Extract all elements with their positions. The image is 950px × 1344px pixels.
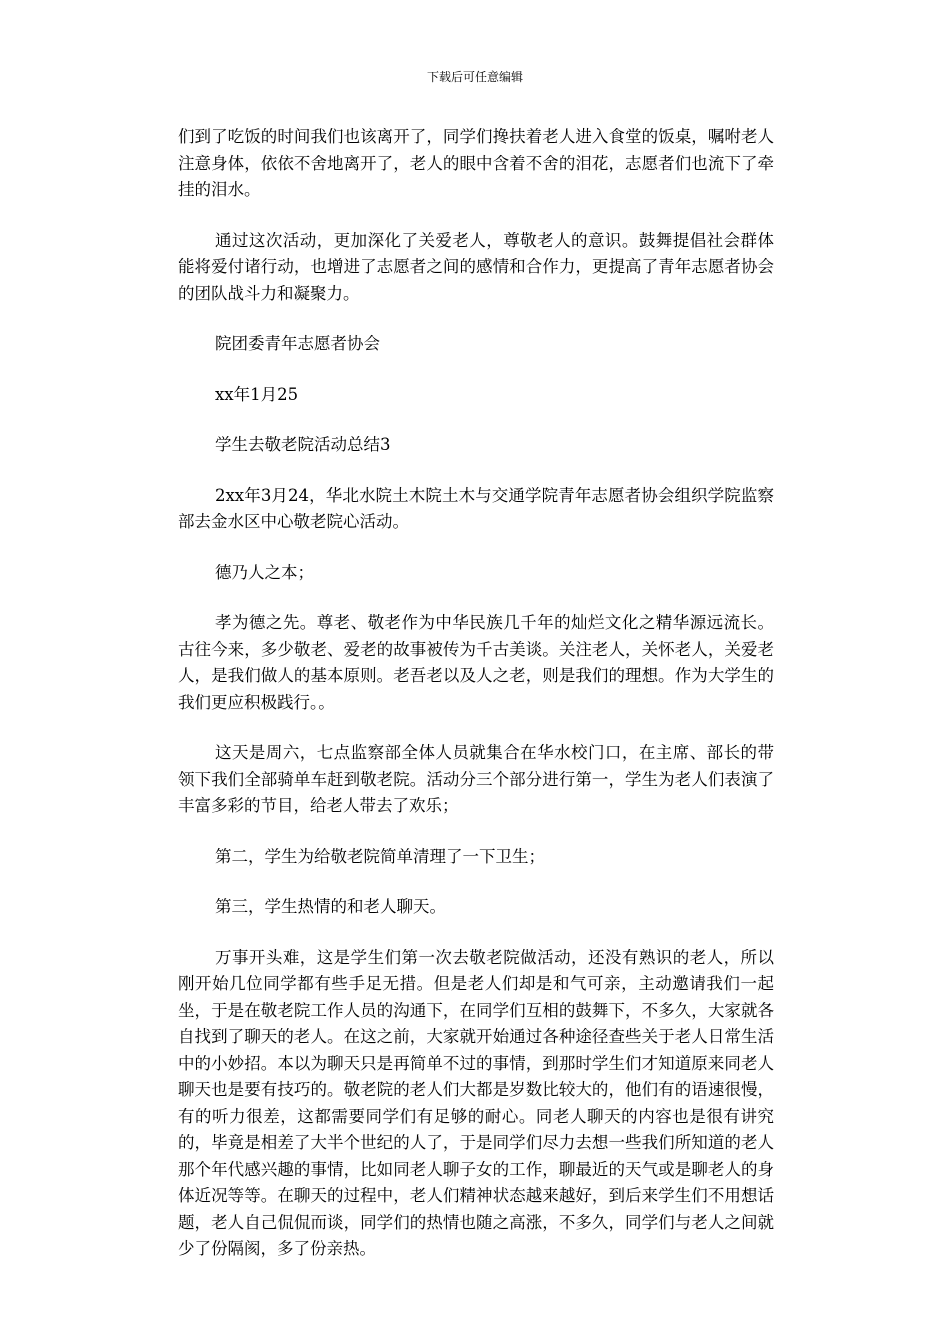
paragraph: 们到了吃饭的时间我们也该离开了，同学们搀扶着老人进入食堂的饭桌，嘱咐老人注意身体，依依不舍地离开了，老人的眼中含着不舍的泪花，志愿者们也流下了牵挂的泪水。 — [178, 127, 774, 199]
signature-date: xx年1月25 — [215, 384, 299, 404]
document-body — [178, 124, 774, 1287]
paragraph: 2xx年3月24，华北水院土木院土木与交通学院青年志愿者协会组织学院监察部去金水区中心敬老院心活动。 — [178, 485, 774, 531]
paragraph: 这天是周六，七点监察部全体人员就集合在华水校门口，在主席、部长的带领下我们全部骑单车赶到敬老院。活动分三个部分进行第一，学生为老人们表演了丰富多彩的节目，给老人带去了欢乐； — [178, 743, 774, 815]
section-title: 学生去敬老院活动总结3 — [215, 435, 391, 454]
signature-organization: 院团委青年志愿者协会 — [215, 334, 380, 353]
paragraph: 万事开头难，这是学生们第一次去敬老院做活动，还没有熟识的老人，所以刚开始几位同学都有些手足无措。但是老人们却是和气可亲，主动邀请我们一起坐，于是在敬老院工作人员的沟通下，在同学们互相的鼓舞下，不多久，大家就各自找到了聊天的老人。在这之前，大家就开始通过各种途径查些关于老人日常生活中的小妙招。本以为聊天只是再简单不过的事情，到那时学生们才知道原来同老人聊天也是要有技巧的。敬老院的老人们大都是岁数比较大的，他们有的语速很慢，有的听力很差，这都需要同学们有足够的耐心。同老人聊天的内容也是很有讲究的，毕竟是相差了大半个世纪的人了，于是同学们尽力去想一些我们所知道的老人那个年代感兴趣的事情，比如同老人聊子女的工作，聊最近的天气或是聊老人的身体近况等等。在聊天的过程中，老人们精神状态越来越好，到后来学生们不用想话题，老人自己侃侃而谈，同学们的热情也随之高涨，不多久，同学们与老人之间就少了份隔阂，多了份亲热。 — [178, 947, 774, 1258]
paragraph: 孝为德之先。尊老、敬老作为中华民族几千年的灿烂文化之精华源远流长。古往今来，多少敬老、爱老的故事被传为千古美谈。关注老人，关怀老人，关爱老人，是我们做人的基本原则。老吾老以及人之老，则是我们的理想。作为大学生的我们更应积极践行。。 — [178, 613, 774, 712]
paragraph: 德乃人之本； — [215, 562, 314, 582]
paragraph: 通过这次活动，更加深化了关爱老人，尊敬老人的意识。鼓舞提倡社会群体能将爱付诸行动，也增进了志愿者之间的感情和合作力，更提高了青年志愿者协会的团队战斗力和凝聚力。 — [178, 230, 774, 303]
paragraph: 第三，学生热情的和老人聊天。 — [215, 897, 446, 916]
paragraph: 第二，学生为给敬老院简单清理了一下卫生； — [215, 846, 545, 866]
page-header: 下载后可任意编辑 — [426, 70, 523, 84]
